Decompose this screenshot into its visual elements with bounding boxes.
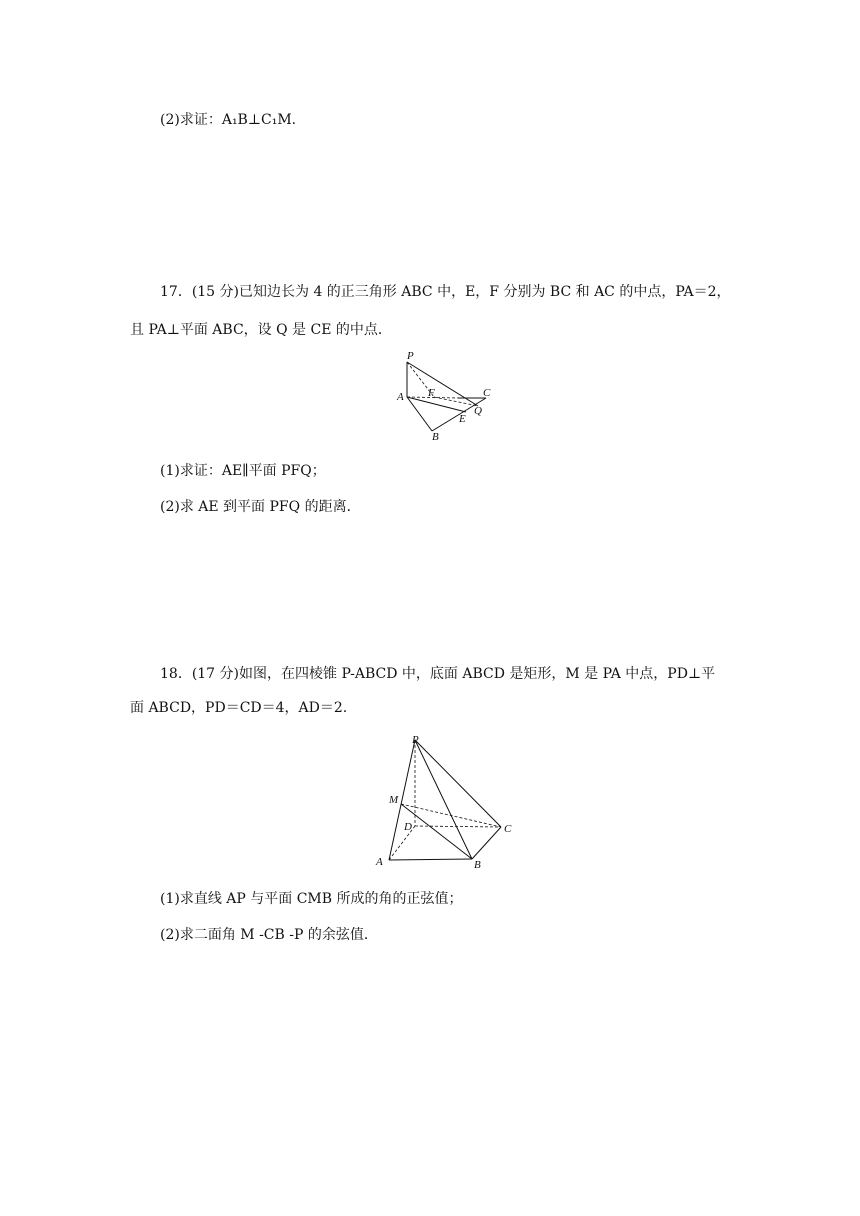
q18-label-P: P xyxy=(412,734,419,746)
q17-label-B: B xyxy=(432,431,439,443)
q18-label-M: M xyxy=(389,794,399,806)
q17-label-E: E xyxy=(459,413,466,425)
q18-stem-line1: 18．(17 分)如图，在四棱锥 P-ABCD 中，底面 ABCD 是矩形，M 是 PA 中点，PD⊥平 xyxy=(160,666,716,682)
q18-label-C: C xyxy=(504,823,512,835)
q17-label-A: A xyxy=(397,391,404,403)
q18-part2: (2)求二面角 M -CB -P 的余弦值． xyxy=(160,927,378,943)
q16-part2: (2)求证：A₁B⊥C₁M. xyxy=(160,112,297,128)
q18-label-B: B xyxy=(474,859,481,871)
q18-edge-PC xyxy=(415,740,501,827)
q17-label-C: C xyxy=(483,387,491,399)
q18-label-A: A xyxy=(376,856,383,868)
q17-part1: (1)求证：AE∥平面 PFQ； xyxy=(160,463,326,479)
q18-edge-AB xyxy=(389,859,472,860)
q17-figure xyxy=(392,346,504,444)
q18-stem-line2: 面 ABCD，PD＝CD＝4，AD＝2. xyxy=(130,700,348,716)
q17-label-Q: Q xyxy=(474,405,482,417)
q18-figure xyxy=(372,732,520,872)
q17-label-F: F xyxy=(428,387,435,399)
q18-label-D: D xyxy=(404,821,412,833)
q17-label-P: P xyxy=(407,350,414,362)
q18-edge-PB xyxy=(415,740,472,859)
q18-part1: (1)求直线 AP 与平面 CMB 所成的角的正弦值； xyxy=(160,891,463,907)
q17-stem-line1: 17．(15 分)已知边长为 4 的正三角形 ABC 中，E，F 分别为 BC 和 AC 的中点，PA＝2， xyxy=(160,284,731,300)
q18-edge-BC xyxy=(472,827,501,859)
q17-part2: (2)求 AE 到平面 PFQ 的距离． xyxy=(160,499,361,515)
q18-edge-DC xyxy=(415,826,501,827)
q17-stem-line2: 且 PA⊥平面 ABC，设 Q 是 CE 的中点． xyxy=(130,322,392,338)
